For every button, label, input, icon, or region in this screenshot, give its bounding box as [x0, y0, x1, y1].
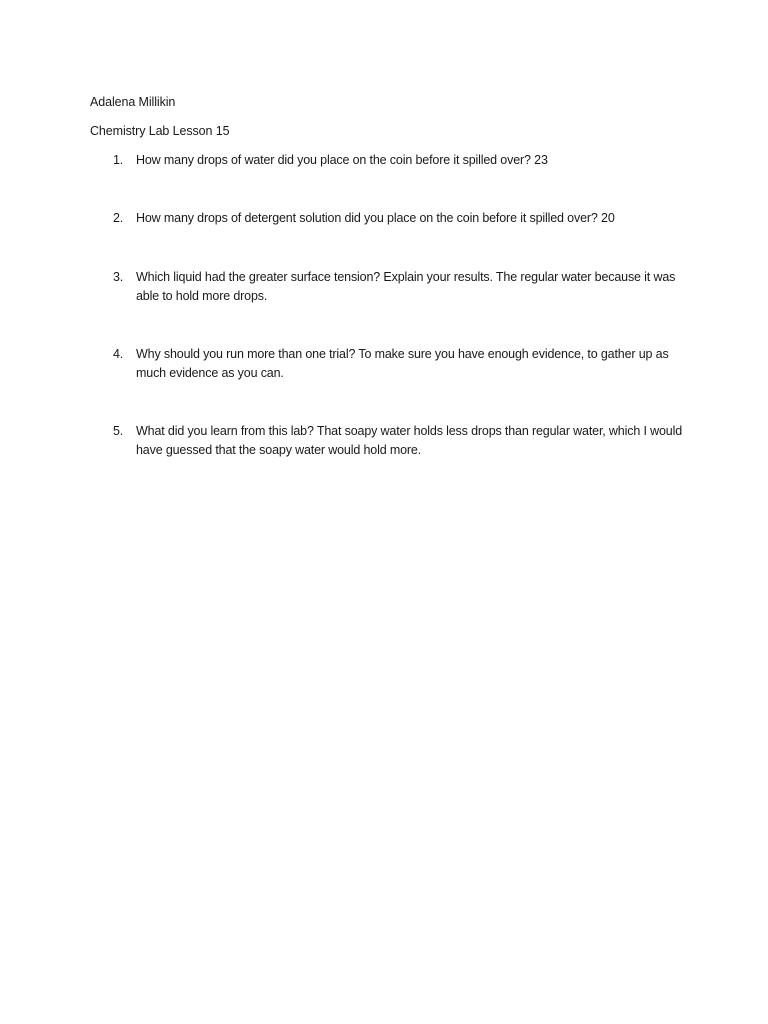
author-name: Adalena Millikin [90, 95, 176, 109]
question-text: How many drops of water did you place on the coin before it spilled over? 23 [136, 153, 548, 167]
question-item [108, 345, 693, 383]
document-title: Chemistry Lab Lesson 15 [90, 124, 230, 138]
question-text: What did you learn from this lab? That soapy water holds less drops than regular water, which I would have guessed that the soapy water would hold more. [136, 424, 683, 457]
question-text: Why should you run more than one trial? To make sure you have enough evidence, to gather up as much evidence as you can. [136, 347, 669, 380]
question-item [108, 268, 693, 306]
question-number: 4. [113, 347, 124, 361]
question-text: Which liquid had the greater surface tension? Explain your results. The regular water because it was able to hold more drops. [136, 270, 676, 303]
question-text: How many drops of detergent solution did you place on the coin before it spilled over? 20 [136, 211, 615, 225]
question-number: 2. [113, 211, 124, 225]
question-number: 5. [113, 424, 124, 438]
question-item [108, 422, 693, 460]
question-item [108, 209, 693, 228]
question-number: 3. [113, 270, 124, 284]
question-number: 1. [113, 153, 124, 167]
question-item [108, 151, 693, 170]
